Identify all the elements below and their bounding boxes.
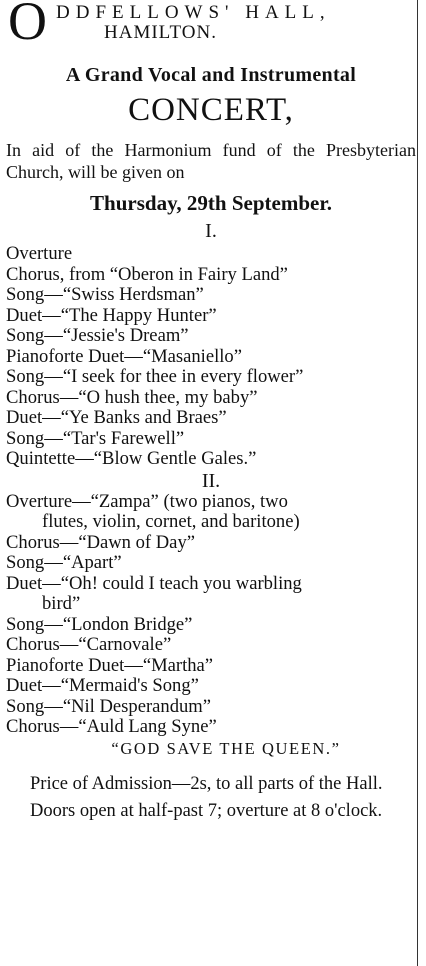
- list-item: Duet—“The Happy Hunter”: [6, 304, 217, 326]
- dropcap: O: [8, 0, 47, 51]
- list-item: Song—“Jessie's Dream”: [6, 325, 189, 346]
- list-item: Pianoforte Duet—“Martha”: [6, 654, 214, 676]
- part-two-list: [6, 492, 416, 738]
- duet-line-1: Duet—“Oh! could I teach you warbling: [6, 572, 302, 594]
- list-item: Chorus—“O hush thee, my baby”: [6, 386, 258, 408]
- list-item: Pianoforte Duet—“Masaniello”: [6, 345, 242, 367]
- header: [6, 0, 416, 56]
- part-two-heading: II.: [201, 469, 221, 492]
- list-item: Duet—“Mermaid's Song”: [6, 675, 199, 696]
- list-item: Song—“Apart”: [6, 552, 122, 573]
- column-rule: [417, 0, 418, 966]
- hall-town: HAMILTON.: [104, 22, 217, 43]
- page-title: CONCERT,: [128, 92, 294, 128]
- anthem: “GOD SAVE THE QUEEN.”: [111, 738, 341, 758]
- doors-note: Doors open at half-past 7; overture at 8 o'clock.: [30, 800, 383, 821]
- subtitle: A Grand Vocal and Instrumental: [65, 64, 357, 86]
- admission-note: Price of Admission—2s, to all parts of the Hall.: [30, 773, 383, 794]
- list-item: Song—“Swiss Herdsman”: [6, 284, 204, 305]
- list-item: Quintette—“Blow Gentle Gales.”: [6, 448, 257, 469]
- list-item: Song—“London Bridge”: [6, 613, 193, 635]
- list-item: Song—“Nil Desperandum”: [6, 695, 212, 717]
- list-item: Song—“I seek for thee in every flower”: [6, 366, 304, 387]
- advertisement: [6, 0, 416, 822]
- list-item: Chorus, from “Oberon in Fairy Land”: [6, 263, 288, 285]
- part-one-heading: I.: [205, 220, 217, 242]
- list-item: [6, 574, 416, 615]
- overture-line-2: flutes, violin, cornet, and baritone): [42, 511, 300, 532]
- list-item: Chorus—“Auld Lang Syne”: [6, 716, 217, 737]
- overture-line-1: Overture—“Zampa” (two pianos, two: [6, 490, 288, 512]
- list-item: Chorus—“Dawn of Day”: [6, 531, 195, 553]
- list-item: [6, 492, 416, 533]
- list-item: Duet—“Ye Banks and Braes”: [6, 407, 227, 428]
- aid-text: In aid of the Harmonium fund of the Presbyterian Church, will be given on: [6, 140, 416, 182]
- list-item: Overture: [6, 243, 73, 264]
- duet-line-2: bird”: [42, 593, 81, 614]
- list-item: Song—“Tar's Farewell”: [6, 427, 185, 449]
- part-one-list: [6, 244, 416, 470]
- list-item: Chorus—“Carnovale”: [6, 634, 172, 655]
- hall-name: DDFELLOWS' HALL,: [56, 2, 331, 23]
- concert-date: Thursday, 29th September.: [90, 191, 332, 215]
